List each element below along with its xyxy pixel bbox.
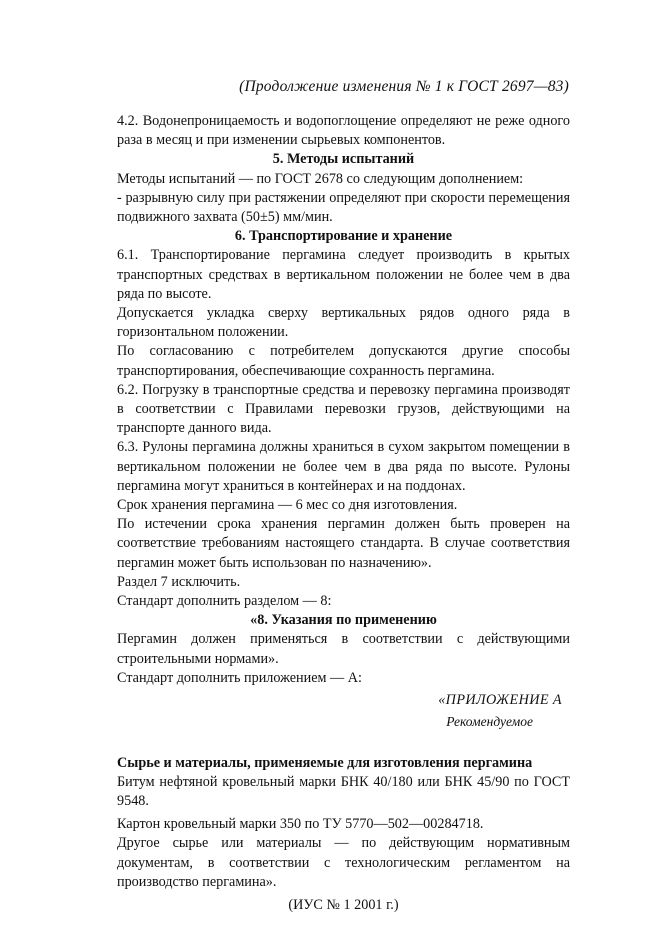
section-5-heading: 5. Методы испытаний <box>272 151 415 168</box>
appendix-title: «ПРИЛОЖЕНИЕ А <box>438 692 562 709</box>
paragraph-8: Пергамин должен применяться в соответствии с действующими строительными нормами». <box>117 631 570 667</box>
materials-heading: Сырье и материалы, применяемые для изготовления пергамина <box>117 754 533 771</box>
paragraph-add-appendix: Стандарт дополнить приложением — А: <box>117 669 362 686</box>
ius-reference: (ИУС № 1 2001 г.) <box>288 896 399 913</box>
paragraph-other-materials: Другое сырье или материалы — по действующим нормативным документам, в соответствии с технологическим регламентом на производство пергамина». <box>117 835 570 890</box>
paragraph-6-2: 6.2. Погрузку в транспортные средства и перевозку пергамина производят в соответствии с Правилами перевозки грузов, действующими на транспорте данного вида. <box>117 381 570 437</box>
paragraph-6-3: 6.3. Рулоны пергамина должны храниться в сухом закрытом помещении в вертикальном положении не более чем в два ряда по высоте. Рулоны пергамина могут храниться в контейнерах и на поддонах. <box>117 439 570 494</box>
section-8-heading: «8. Указания по применению <box>250 612 437 629</box>
document-body <box>117 112 570 915</box>
paragraph-5-intro: Методы испытаний — по ГОСТ 2678 со следующим дополнением: <box>117 170 524 187</box>
paragraph-4-2: 4.2. Водонепроницаемость и водопоглощение определяют не реже одного раза в месяц и при изменении сырьевых компонентов. <box>117 113 570 149</box>
paragraph-add-section-8: Стандарт дополнить разделом — 8: <box>117 593 332 610</box>
paragraph-section-7-removed: Раздел 7 исключить. <box>117 573 241 590</box>
paragraph-6-1-agreement: По согласованию с потребителем допускаются другие способы транспортирования, обеспечивающие сохранность пергамина. <box>117 343 570 379</box>
paragraph-bitumen: Битум нефтяной кровельный марки БНК 40/180 или БНК 45/90 по ГОСТ 9548. <box>117 773 570 809</box>
paragraph-cardboard: Картон кровельный марки 350 по ТУ 5770—502—00284718. <box>117 816 484 833</box>
paragraph-6-3-expiry: По истечении срока хранения пергамин должен быть проверен на соответствие требованиям настоящего стандарта. В случае соответствия пергамин может быть использован по назначению». <box>117 516 570 571</box>
paragraph-6-1-stacking: Допускается укладка сверху вертикальных рядов одного ряда в горизонтальном положении. <box>117 305 570 341</box>
continuation-header: (Продолжение изменения № 1 к ГОСТ 2697—83) <box>239 78 569 95</box>
section-6-heading: 6. Транспортирование и хранение <box>234 228 453 245</box>
appendix-status: Рекомендуемое <box>446 714 533 730</box>
paragraph-6-3-shelf-life: Срок хранения пергамина — 6 мес со дня изготовления. <box>117 497 458 514</box>
appendix-label <box>117 691 562 731</box>
paragraph-5-tensile: - разрывную силу при растяжении определяют при скорости перемещения подвижного захвата (50±5) мм/мин. <box>117 189 570 226</box>
paragraph-6-1: 6.1. Транспортирование пергамина следует производить в крытых транспортных средствах в вертикальном положении не более чем в два ряда по высоте. <box>117 247 570 302</box>
